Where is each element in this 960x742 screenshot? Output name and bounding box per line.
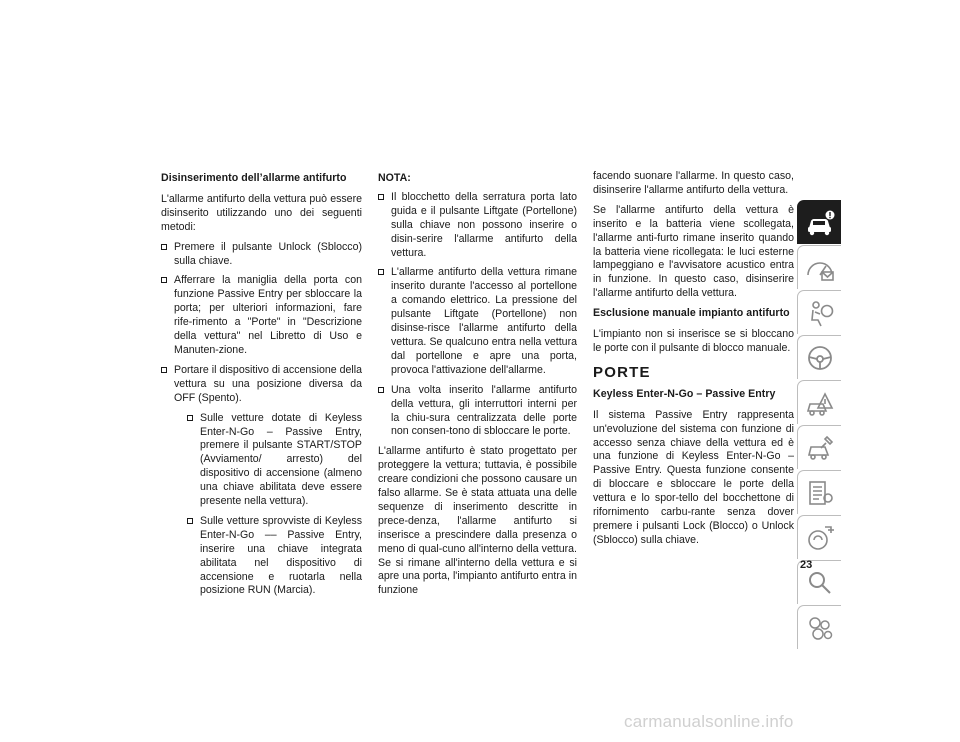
sub-list-item: Sulle vetture dotate di Keyless Enter-N-Go – Passive Entry, premere il pulsante START/STOP (Avviamento/ arresto) del dispositivo di accensione (almeno una chiave abilitata deve essere presente nella vettura). xyxy=(187,412,362,509)
tab-driving[interactable] xyxy=(797,335,841,379)
steering-wheel-icon xyxy=(803,341,837,375)
manual-exclusion-paragraph: L'impianto non si inserisce se si bloccano le porte con il pulsante di blocco manuale. xyxy=(593,328,794,354)
column-3 xyxy=(593,170,794,554)
specifications-list-icon xyxy=(803,476,837,510)
section-title: PORTE xyxy=(593,363,651,381)
list-item: Afferrare la maniglia della porta con funzione Passive Entry per sbloccare la porta; per ulteriori informazioni, fare rife-rimento a "Porte" in "Descrizione della vettura" nel Libretto di Uso e Manuten-zione. xyxy=(161,274,362,357)
checkbox-bullet-icon xyxy=(161,244,167,250)
checkbox-bullet-icon xyxy=(378,387,384,393)
language-icon xyxy=(803,611,837,645)
checkbox-bullet-icon xyxy=(161,277,167,283)
multimedia-icon xyxy=(803,521,837,555)
manual-exclusion-heading: Esclusione manuale impianto antifurto xyxy=(593,307,790,320)
note-list xyxy=(378,191,577,439)
alarm-disarm-heading: Disinserimento dell’allarme antifurto xyxy=(161,172,347,184)
ignition-sub-list xyxy=(187,412,362,599)
list-item: Portare il dispositivo di accensione della vettura su una posizione diversa da OFF (Spento). Sulle vetture dotate di Keyless Enter-N-Go – Passive Entry, premere il pulsante START/STOP (Avviamento/ arresto) del dispositivo di accensione (almeno una chiave abilitata deve essere presente nella vettura). Sulle vetture sprovviste di Keyless Enter-N-Go –– Passive Entry, inserire una chiave integrata abilitata nel dispositivo di accensione e ruotarla nella posizione RUN (Marcia). xyxy=(161,364,362,599)
car-crash-icon xyxy=(803,386,837,420)
battery-paragraph: Se l'allarme antifurto della vettura è inserito e la batteria viene scollegata, l'allarme anti-furto rimane inserito quando la batteria viene ricollegata: le luci esterne lampeggiano e l'avvisatore acustico entra in funzione. In questo caso, disinserire l'allarme antifurto della vettura. xyxy=(593,203,794,300)
list-item: Una volta inserito l'allarme antifurto della vettura, gli interruttori interni per la chiu-sura centralizzata delle porte non consen-tono di sbloccare le porte. xyxy=(378,384,577,440)
tab-car-info[interactable] xyxy=(797,200,841,244)
tab-emergency[interactable] xyxy=(797,380,841,424)
tab-safety[interactable] xyxy=(797,290,841,334)
chapter-tabs xyxy=(797,200,841,650)
tab-languages[interactable] xyxy=(797,605,841,649)
keyless-paragraph: Il sistema Passive Entry rappresenta un'evoluzione del sistema con funzione di accesso senza chiave della vettura ed è una funzione di Keyless Enter-N-Go – Passive Entry. Questa funzione consente di bloccare e sbloccare le porte della vettura e lo spor-tello del bocchettone di rifornimento carbu-rante senza dover premere i pulsanti Lock (Blocco) o Unlock (Sblocco) sulla chiave. xyxy=(593,408,794,546)
keyless-heading: Keyless Enter-N-Go – Passive Entry xyxy=(593,387,776,400)
dashboard-warning-icon xyxy=(803,251,837,285)
column-1 xyxy=(161,172,362,604)
tab-dashboard-warnings[interactable] xyxy=(797,245,841,289)
note-label: NOTA: xyxy=(378,172,411,184)
tab-specifications[interactable] xyxy=(797,470,841,514)
checkbox-bullet-icon xyxy=(161,367,167,373)
car-info-icon xyxy=(803,206,837,240)
tab-servicing[interactable] xyxy=(797,425,841,469)
checkbox-bullet-icon xyxy=(187,518,193,524)
continuation-paragraph: facendo suonare l'allarme. In questo caso, disinserire l'allarme antifurto della vettura. xyxy=(593,170,794,196)
list-item: Il blocchetto della serratura porta lato guida e il pulsante Liftgate (Portellone) sulla chiave non possono inserire o disin-serire l'allarme antifurto della vettura. xyxy=(378,191,577,261)
sub-list-item: Sulle vetture sprovviste di Keyless Enter-N-Go –– Passive Entry, inserire una chiave integrata abilitata nel dispositivo di accensione e ruotarla nella posizione RUN (Marcia). xyxy=(187,515,362,598)
page-number: 23 xyxy=(800,559,813,571)
list-item: Premere il pulsante Unlock (Sblocco) sulla chiave. xyxy=(161,241,362,269)
checkbox-bullet-icon xyxy=(187,415,193,421)
disarm-methods-list xyxy=(161,241,362,599)
tab-multimedia[interactable] xyxy=(797,515,841,559)
watermark: carmanualsonline.info xyxy=(624,712,794,731)
false-alarm-paragraph: L'allarme antifurto è stato progettato per proteggere la vettura; tuttavia, è possibile creare condizioni che possono causare un falso allarme. Se è stata attuata una delle sequenze di inserimento descritte in prece-denza, l'allarme antifurto si inserisce a prescindere dalla presenza o meno di qual-cuno all'interno della vettura. Se si rimane all'interno della vettura e si apre una porta, l'impianto antifurto entra in funzione xyxy=(378,445,577,597)
service-car-icon xyxy=(803,431,837,465)
column-2 xyxy=(378,172,577,604)
checkbox-bullet-icon xyxy=(378,269,384,275)
safety-airbag-icon xyxy=(803,296,837,330)
alarm-disarm-intro: L'allarme antifurto della vettura può essere disinserito utilizzando uno dei seguenti metodi: xyxy=(161,192,362,233)
list-item: L'allarme antifurto della vettura rimane inserito durante l'accesso al portellone a comando elettrico. La pressione del pulsante Liftgate (Portellone) non disinse-risce l'allarme antifurto della vettura. Se qualcuno entra nella vettura dal portellone e apre una porta, provoca l'attivazione dell'allarme. xyxy=(378,266,577,377)
checkbox-bullet-icon xyxy=(378,194,384,200)
